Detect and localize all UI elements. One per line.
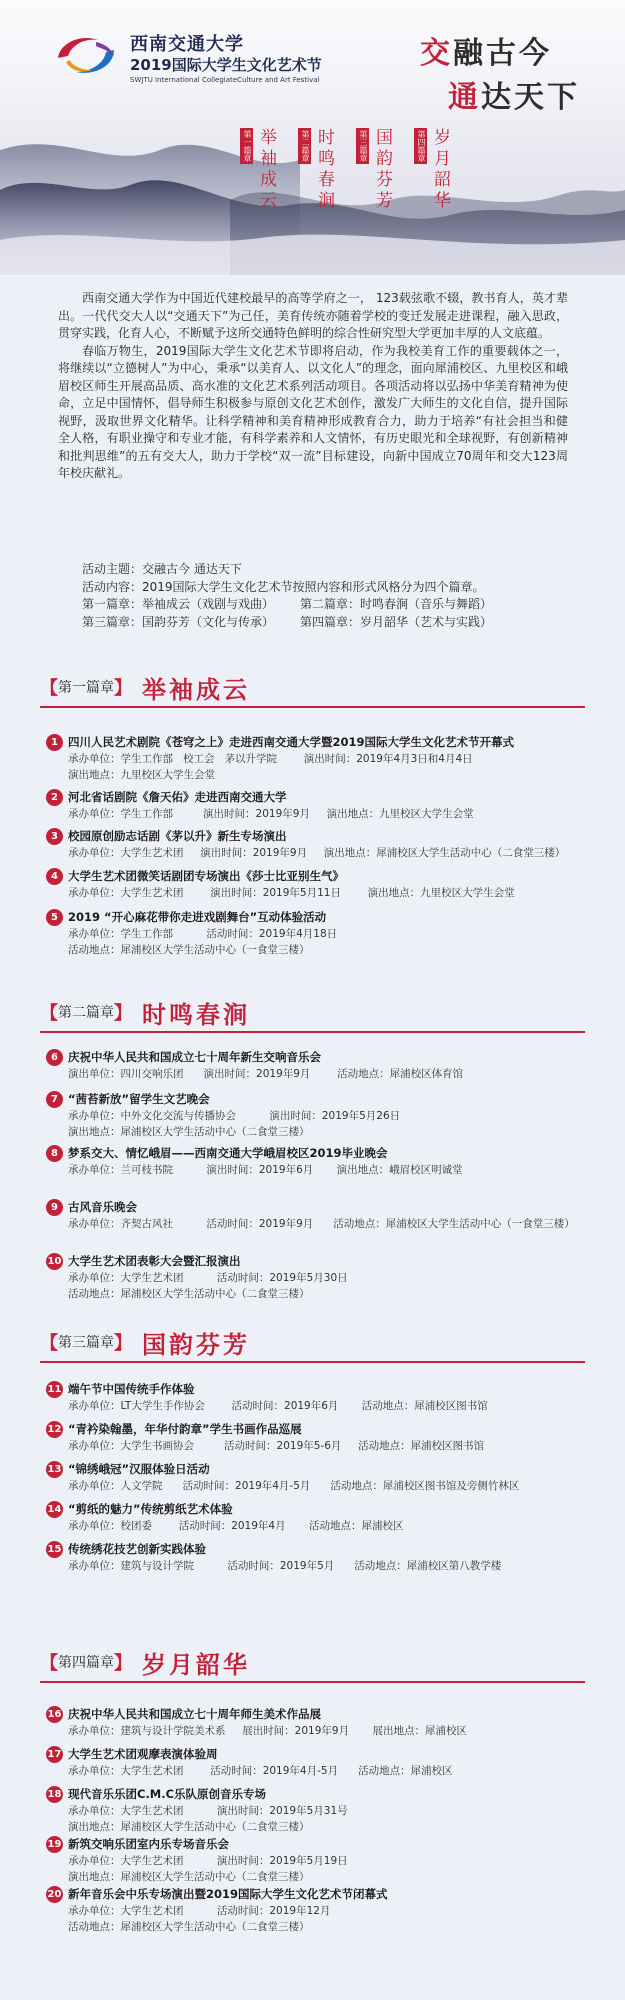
event-number-badge: 16 (46, 1706, 63, 1723)
summary-chapter-4: 第四篇章：岁月韶华（艺术与实践） (300, 614, 493, 629)
university-name: 西南交通大学 (130, 34, 244, 55)
event-detail: 承办单位：大学生艺术团 演出时间：2019年5月11日 演出地点：九里校区大学生会堂 (68, 887, 515, 899)
event-detail: 活动地点：犀浦校区大学生活动中心（二食堂三楼） (68, 1288, 310, 1300)
section-title: 岁月韶华 (142, 1649, 250, 1679)
event-title: 庆祝中华人民共和国成立七十周年新生交响音乐会 (68, 1050, 321, 1064)
hero-chapter-4: 第四篇章 岁月韶华 (414, 128, 450, 212)
event-title: 传统绣花技艺创新实践体验 (68, 1542, 206, 1556)
hero-banner (0, 0, 625, 275)
section-label: 第一篇章 (58, 680, 114, 696)
event-title: 河北省话剧院《詹天佑》走进西南交通大学 (68, 790, 287, 804)
event-title: “剪纸的魅力”传统剪纸艺术体验 (68, 1502, 233, 1516)
hero-chapter-3: 第三篇章 国韵芬芳 (356, 128, 392, 212)
event-number-badge: 9 (46, 1199, 63, 1216)
activity-summary (82, 561, 562, 631)
event-title: 四川人民艺术剧院《苍穹之上》走进西南交通大学暨2019国际大学生文化艺术节开幕式 (68, 735, 515, 749)
event-detail: 承办单位：建筑与设计学院 活动时间：2019年5月 活动地点：犀浦校区第八教学楼 (68, 1560, 502, 1572)
bracket-close: 】 (114, 1653, 132, 1674)
event-item (46, 867, 586, 901)
event-number-badge: 8 (46, 1145, 63, 1162)
event-title: 端午节中国传统手作体验 (68, 1382, 195, 1396)
event-title: 古风音乐晚会 (68, 1200, 137, 1214)
section-title: 国韵芬芳 (142, 1329, 250, 1359)
event-detail: 承办单位：学生工作部 校工会 茅以升学院 演出时间：2019年4月3日和4月4日 (68, 753, 473, 765)
bracket-open: 【 (40, 1003, 58, 1024)
section-divider (40, 1031, 585, 1033)
bracket-open: 【 (40, 1653, 58, 1674)
event-detail: 演出单位：四川交响乐团 演出时间：2019年9月 活动地点：犀浦校区体育馆 (68, 1068, 464, 1080)
event-detail: 承办单位：大学生艺术团 演出时间：2019年5月19日 (68, 1855, 348, 1867)
bracket-open: 【 (40, 1333, 58, 1354)
event-detail: 承办单位：中外文化交流与传播协会 演出时间：2019年5月26日 (68, 1110, 401, 1122)
event-number-badge: 4 (46, 868, 63, 885)
intro-paragraph-1: 西南交通大学作为中国近代建校最早的高等学府之一， 123载弦歌不辍，教书育人，英才辈出。一代代交大人以“交通天下”为己任，美育传统亦随着学校的变迁发展走进课程，融入思政，贯穿实践，化育人心，不断赋予这所交通特色鲜明的综合性研究型大学更加丰厚的人文底蕴。 (58, 291, 568, 340)
event-item (46, 1420, 586, 1454)
event-number-badge: 19 (46, 1836, 63, 1853)
section-divider (40, 1361, 585, 1363)
event-item (46, 1380, 586, 1414)
event-title: “青衿染翰墨，年华付韵章”学生书画作品巡展 (68, 1422, 302, 1436)
slogan-line-1: 交融古今 (420, 36, 552, 71)
event-detail: 承办单位：兰可枝书院 演出时间：2019年6月 演出地点：峨眉校区明诚堂 (68, 1164, 463, 1176)
event-detail: 承办单位：大学生艺术团 活动时间：2019年12月 (68, 1905, 331, 1917)
section-4 (40, 1645, 585, 1679)
event-item (46, 827, 586, 861)
slogan-line-2: 通达天下 (448, 80, 580, 115)
event-detail: 活动地点：犀浦校区大学生活动中心（二食堂三楼） (68, 1921, 310, 1933)
event-item (46, 1252, 586, 1302)
festival-name: 2019国际大学生文化艺术节 (130, 56, 322, 74)
hero-chapter-2: 第二篇章 时鸣春涧 (298, 128, 334, 212)
event-item (46, 1885, 586, 1935)
event-title: 大学生艺术团观摩表演体验周 (68, 1747, 218, 1761)
festival-name-en: SWJTU International CollegiateCulture and Art Festival (130, 76, 320, 84)
event-number-badge: 17 (46, 1746, 63, 1763)
event-number-badge: 15 (46, 1541, 63, 1558)
event-title: 大学生艺术团微笑话剧团专场演出《莎士比亚别生气》 (68, 869, 344, 883)
event-number-badge: 6 (46, 1049, 63, 1066)
event-number-badge: 10 (46, 1253, 63, 1270)
bracket-close: 】 (114, 1333, 132, 1354)
event-number-badge: 2 (46, 789, 63, 806)
section-header (40, 1325, 585, 1359)
festival-logo (52, 30, 120, 80)
section-title: 举袖成云 (142, 674, 250, 704)
event-detail: 演出地点：犀浦校区大学生活动中心（二食堂三楼） (68, 1821, 310, 1833)
intro-paragraph-2: 春临万物生，2019国际大学生文化艺术节即将启动，作为我校美育工作的重要载体之一，将继续以“立德树人”为中心，秉承“以美育人、以文化人”的理念，面向犀浦校区、九里校区和峨眉校区师生开展高品质、高水准的文化艺术系列活动项目。各项活动将以弘扬中华美育精神为使命，立足中国情怀，倡导师生积极参与原创文化艺术创作，激发广大师生的文化自信，提升国际视野，汲取世界文化精华。让科学精神和美育精神形成教育合力，助力于培养“有社会担当和健全人格，有职业操守和专业才能，有科学素养和人文情怀，有历史眼光和全球视野，有创新精神和批判思维”的五有交大人，助力于学校“双一流”目标建设，向新中国成立70周年和交大123周年校庆献礼。 (58, 343, 568, 480)
event-item (46, 1144, 586, 1178)
event-title: 梦系交大、情忆峨眉——西南交通大学峨眉校区2019毕业晚会 (68, 1146, 388, 1160)
section-1 (40, 670, 585, 704)
event-title: 大学生艺术团表彰大会暨汇报演出 (68, 1254, 241, 1268)
event-title: 庆祝中华人民共和国成立七十周年师生美术作品展 (68, 1707, 321, 1721)
event-number-badge: 3 (46, 828, 63, 845)
event-number-badge: 11 (46, 1381, 63, 1398)
event-detail: 承办单位：大学生艺术团 演出时间：2019年9月 演出地点：犀浦校区大学生活动中心（二食堂三楼） (68, 847, 566, 859)
hero-chapter-1: 第一篇章 举袖成云 (240, 128, 276, 212)
event-item (46, 1785, 586, 1835)
event-title: 现代音乐乐团C.M.C乐队原创音乐专场 (68, 1787, 267, 1801)
section-label: 第三篇章 (58, 1335, 114, 1351)
event-number-badge: 14 (46, 1501, 63, 1518)
event-title: “锦绣峨冠”汉服体验日活动 (68, 1462, 210, 1476)
bracket-close: 】 (114, 1003, 132, 1024)
event-detail: 承办单位：大学生艺术团 活动时间：2019年5月30日 (68, 1272, 348, 1284)
event-item (46, 733, 586, 783)
activity-content: 活动内容：2019国际大学生文化艺术节按照内容和形式风格分为四个篇章。 (82, 579, 485, 594)
event-number-badge: 7 (46, 1091, 63, 1108)
event-detail: 演出地点：犀浦校区大学生活动中心（二食堂三楼） (68, 1126, 310, 1138)
event-item (46, 1460, 586, 1494)
section-label: 第四篇章 (58, 1655, 114, 1671)
event-detail: 承办单位：人文学院 活动时间：2019年4月-5月 活动地点：犀浦校区图书馆及旁侧竹林区 (68, 1480, 520, 1492)
event-detail: 承办单位：校团委 活动时间：2019年4月 活动地点：犀浦校区 (68, 1520, 404, 1532)
section-header (40, 670, 585, 704)
event-item (46, 1500, 586, 1534)
event-detail: 演出地点：犀浦校区大学生活动中心（二食堂三楼） (68, 1871, 310, 1883)
section-2 (40, 995, 585, 1029)
section-label: 第二篇章 (58, 1005, 114, 1021)
event-detail: 承办单位：学生工作部 演出时间：2019年9月 演出地点：九里校区大学生会堂 (68, 808, 474, 820)
event-detail: 承办单位：建筑与设计学院美术系 展出时间：2019年9月 展出地点：犀浦校区 (68, 1725, 467, 1737)
event-item (46, 1090, 586, 1140)
bracket-open: 【 (40, 678, 58, 699)
event-title: 新筑交响乐团室内乐专场音乐会 (68, 1837, 229, 1851)
event-detail: 承办单位：LT大学生手作协会 活动时间：2019年6月 活动地点：犀浦校区图书馆 (68, 1400, 488, 1412)
event-item (46, 1198, 586, 1232)
event-item (46, 1835, 586, 1885)
section-header (40, 995, 585, 1029)
event-number-badge: 5 (46, 909, 63, 926)
section-title: 时鸣春涧 (142, 999, 250, 1029)
event-detail: 承办单位：大学生艺术团 活动时间：2019年4月-5月 活动地点：犀浦校区 (68, 1765, 453, 1777)
section-header (40, 1645, 585, 1679)
event-title: 校园原创励志话剧《茅以升》新生专场演出 (68, 829, 287, 843)
section-divider (40, 706, 585, 708)
event-title: “茜苔新放”留学生文艺晚会 (68, 1092, 210, 1106)
event-detail: 承办单位：学生工作部 活动时间：2019年4月18日 (68, 928, 338, 940)
activity-theme: 活动主题：交融古今 通达天下 (82, 562, 242, 576)
event-number-badge: 1 (46, 734, 63, 751)
event-detail: 承办单位：大学生书画协会 活动时间：2019年5-6月 活动地点：犀浦校区图书馆 (68, 1440, 485, 1452)
section-3 (40, 1325, 585, 1359)
event-item (46, 1745, 586, 1779)
event-number-badge: 12 (46, 1421, 63, 1438)
event-number-badge: 20 (46, 1886, 63, 1903)
event-detail: 承办单位：大学生艺术团 演出时间：2019年5月31号 (68, 1805, 348, 1817)
event-detail: 演出地点：九里校区大学生会堂 (68, 769, 215, 781)
event-detail: 承办单位：齐契古风社 活动时间：2019年9月 活动地点：犀浦校区大学生活动中心（一食堂三楼） (68, 1218, 575, 1230)
event-number-badge: 13 (46, 1461, 63, 1478)
summary-chapter-3: 第三篇章：国韵芬芳（文化与传承） (82, 614, 275, 629)
event-title: 新年音乐会中乐专场演出暨2019国际大学生文化艺术节闭幕式 (68, 1887, 388, 1901)
summary-chapter-2: 第二篇章：时鸣春涧（音乐与舞蹈） (300, 597, 493, 611)
event-title: 2019 “开心麻花带你走进戏剧舞台”互动体验活动 (68, 910, 327, 924)
section-divider (40, 1681, 585, 1683)
bracket-close: 】 (114, 678, 132, 699)
event-item (46, 1705, 586, 1739)
intro-text (58, 290, 568, 483)
event-item (46, 1540, 586, 1574)
event-detail: 活动地点：犀浦校区大学生活动中心（一食堂三楼） (68, 944, 310, 956)
event-item (46, 908, 586, 958)
event-item (46, 788, 586, 822)
event-number-badge: 18 (46, 1786, 63, 1803)
summary-chapter-1: 第一篇章：举袖成云（戏剧与戏曲） (82, 597, 275, 611)
event-item (46, 1048, 586, 1082)
